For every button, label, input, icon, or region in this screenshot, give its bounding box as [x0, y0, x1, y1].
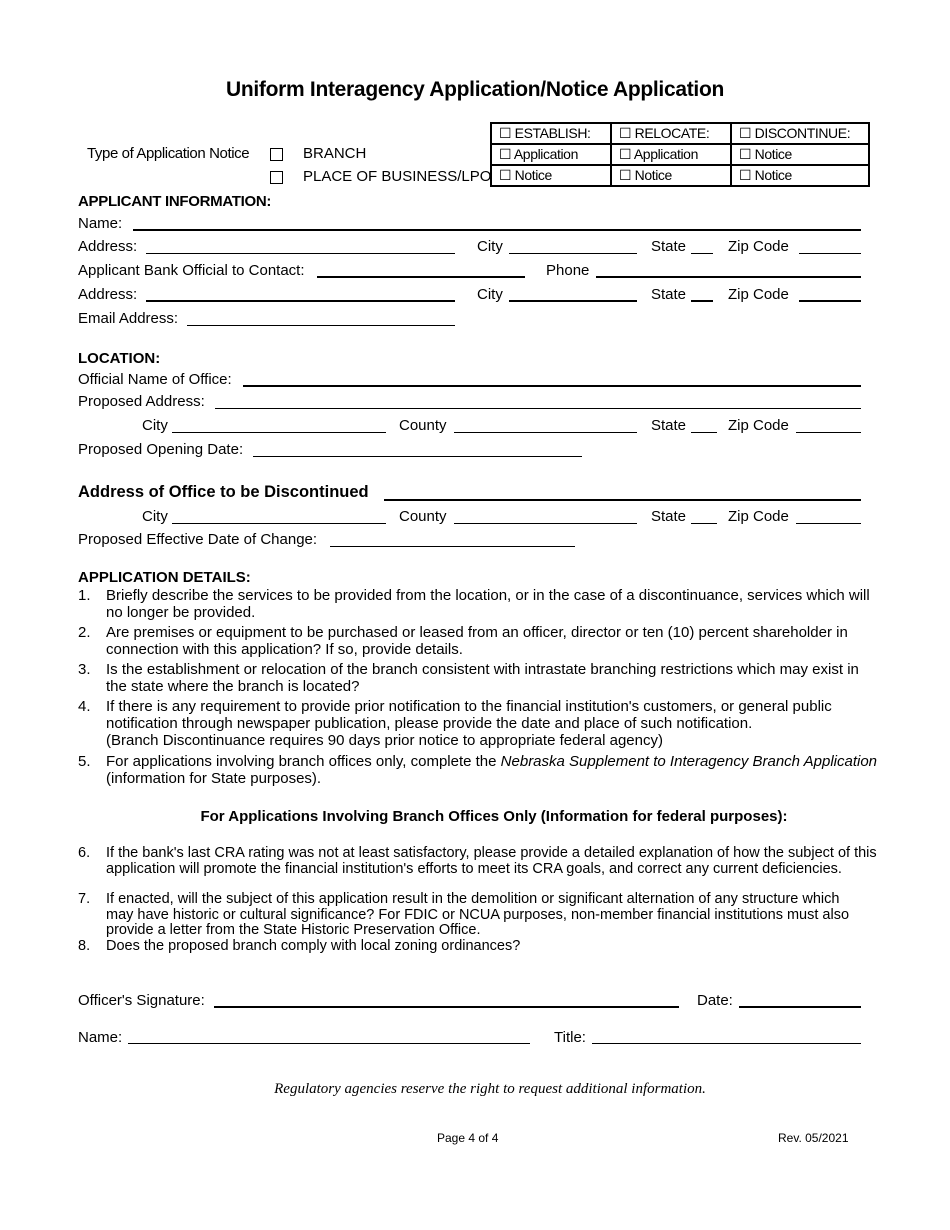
detail-item-2-text: Are premises or equipment to be purchased or leased from an officer, director or ten (10) percent shareholder in connection with this application? If so, provide details.: [106, 624, 848, 658]
applicant-zip-field[interactable]: [799, 253, 861, 254]
official-city-field[interactable]: [509, 300, 637, 302]
federal-item-8-text: Does the proposed branch comply with local zoning ordinances?: [106, 938, 521, 954]
applicant-city-label: City: [477, 238, 503, 255]
detail-item-5-text-end: (information for State purposes).: [106, 770, 322, 787]
effective-date-field[interactable]: [330, 546, 575, 547]
place-of-business-checkbox[interactable]: [270, 171, 283, 184]
federal-item-6-text: If the bank's last CRA rating was not at least satisfactory, please provide a detailed explanation of how the subject of this application will promote the financial institution's efforts to meet its CRA goals, and correct any current deficiencies.: [106, 845, 877, 877]
detail-item-1-text: Briefly describe the services to be provided from the location, or in the case of a discontinuance, services which will no longer be provided.: [106, 587, 870, 621]
applicant-state-field[interactable]: [691, 253, 713, 254]
proposed-address-field[interactable]: [215, 408, 861, 409]
discontinued-office-address-field[interactable]: [384, 499, 861, 501]
location-heading: LOCATION:: [78, 350, 161, 367]
official-office-name-field[interactable]: [243, 385, 861, 387]
email-field[interactable]: [187, 325, 455, 326]
discontinued-county-label: County: [399, 508, 447, 525]
federal-item-6-number: 6.: [78, 845, 91, 861]
revision-date: Rev. 05/2021: [778, 1131, 849, 1145]
place-of-business-option-label: PLACE OF BUSINESS/LPO: [303, 168, 492, 185]
detail-item-5: [78, 753, 878, 787]
establish-notice-option[interactable]: ☐ Notice: [491, 165, 611, 186]
federal-item-7: [78, 892, 878, 938]
signer-name-field[interactable]: [128, 1043, 530, 1044]
phone-label: Phone: [546, 262, 590, 279]
location-county-field[interactable]: [454, 432, 637, 433]
official-office-name-label: Official Name of Office:: [78, 371, 232, 388]
discontinued-office-heading: Address of Office to be Discontinued: [78, 483, 369, 501]
effective-date-label: Proposed Effective Date of Change:: [78, 531, 318, 548]
branch-checkbox[interactable]: [270, 148, 283, 161]
discontinued-county-field[interactable]: [454, 523, 637, 524]
officer-signature-label: Officer's Signature:: [78, 992, 205, 1009]
email-label: Email Address:: [78, 310, 179, 327]
discontinued-zip-label: Zip Code: [728, 508, 789, 525]
location-zip-field[interactable]: [796, 432, 861, 433]
federal-item-8-number: 8.: [78, 938, 91, 954]
detail-item-4-number: 4.: [78, 698, 91, 715]
federal-item-7-text: If enacted, will the subject of this application result in the demolition or significant alternation of any structure which may have historic or cultural significance? For FDIC or NCUA purposes, non-member financial institutions must also provide a letter from the State Historic Preservation Office.: [106, 891, 850, 938]
location-zip-label: Zip Code: [728, 417, 789, 434]
phone-field[interactable]: [596, 276, 861, 278]
applicant-address-label: Address:: [78, 238, 138, 255]
federal-purposes-heading: For Applications Involving Branch Offices Only (Information for federal purposes):: [200, 808, 788, 825]
detail-item-1-number: 1.: [78, 587, 91, 604]
applicant-city-field[interactable]: [509, 253, 637, 254]
discontinued-city-label: City: [142, 508, 168, 525]
detail-item-2-number: 2.: [78, 624, 91, 641]
detail-item-3-number: 3.: [78, 661, 91, 678]
application-action-table: [490, 122, 870, 187]
applicant-name-label: Name:: [78, 215, 123, 232]
location-state-field[interactable]: [691, 432, 717, 433]
official-zip-field[interactable]: [799, 300, 861, 302]
detail-item-1: [78, 587, 878, 621]
official-state-field[interactable]: [691, 300, 713, 302]
signer-title-field[interactable]: [592, 1043, 861, 1044]
application-details-heading: APPLICATION DETAILS:: [78, 569, 251, 586]
official-address-field[interactable]: [146, 300, 455, 302]
branch-option-label: BRANCH: [303, 145, 367, 162]
applicant-name-field[interactable]: [133, 229, 861, 231]
discontinue-notice-option[interactable]: ☐ Notice: [731, 144, 869, 165]
relocate-header[interactable]: ☐ RELOCATE:: [611, 123, 731, 144]
detail-item-4-text: If there is any requirement to provide prior notification to the financial institution's customers, or general public notification through newspaper publication, please provide the date and place of such notification.: [106, 698, 832, 732]
officer-signature-field[interactable]: [214, 1006, 679, 1008]
opening-date-field[interactable]: [253, 456, 582, 457]
relocate-notice-option[interactable]: ☐ Notice: [611, 165, 731, 186]
relocate-application-option[interactable]: ☐ Application: [611, 144, 731, 165]
page-title: Uniform Interagency Application/Notice Application: [226, 78, 724, 101]
detail-item-4: [78, 698, 878, 750]
discontinued-city-field[interactable]: [172, 523, 386, 524]
signer-title-label: Title:: [554, 1029, 586, 1046]
discontinue-header[interactable]: ☐ DISCONTINUE:: [731, 123, 869, 144]
discontinued-state-field[interactable]: [691, 523, 717, 524]
location-state-label: State: [651, 417, 687, 434]
federal-item-7-number: 7.: [78, 891, 91, 907]
official-state-label: State: [651, 286, 687, 303]
location-city-label: City: [142, 417, 168, 434]
detail-item-3: [78, 661, 878, 695]
proposed-address-label: Proposed Address:: [78, 393, 205, 410]
official-address-label: Address:: [78, 286, 138, 303]
signature-date-label: Date:: [697, 992, 733, 1009]
applicant-address-field[interactable]: [146, 253, 455, 254]
location-city-field[interactable]: [172, 432, 386, 433]
location-county-label: County: [399, 417, 447, 434]
applicant-info-heading: APPLICANT INFORMATION:: [78, 193, 272, 210]
discontinue-notice-option-2[interactable]: ☐ Notice: [731, 165, 869, 186]
detail-item-5-text: For applications involving branch offices only, complete the: [106, 753, 501, 770]
official-zip-label: Zip Code: [728, 286, 789, 303]
establish-application-option[interactable]: ☐ Application: [491, 144, 611, 165]
applicant-zip-label: Zip Code: [728, 238, 789, 255]
discontinued-zip-field[interactable]: [796, 523, 861, 524]
bank-official-label: Applicant Bank Official to Contact:: [78, 262, 305, 279]
official-city-label: City: [477, 286, 503, 303]
detail-item-4-note: (Branch Discontinuance requires 90 days prior notice to appropriate federal agency): [106, 732, 663, 749]
page-number: Page 4 of 4: [437, 1131, 499, 1145]
discontinued-state-label: State: [651, 508, 687, 525]
type-of-application-label: Type of Application Notice: [87, 145, 250, 162]
detail-item-2: [78, 624, 878, 658]
signer-name-label: Name:: [78, 1029, 123, 1046]
establish-header[interactable]: ☐ ESTABLISH:: [491, 123, 611, 144]
applicant-state-label: State: [651, 238, 687, 255]
signature-date-field[interactable]: [739, 1006, 861, 1008]
opening-date-label: Proposed Opening Date:: [78, 441, 244, 458]
nebraska-supplement-title: Nebraska Supplement to Interagency Branch Application: [500, 753, 878, 770]
detail-item-5-number: 5.: [78, 753, 91, 770]
bank-official-field[interactable]: [317, 276, 525, 278]
federal-item-6: [78, 846, 878, 892]
federal-item-8: [78, 939, 878, 955]
footer-note: Regulatory agencies reserve the right to request additional information.: [274, 1081, 706, 1097]
detail-item-3-text: Is the establishment or relocation of the branch consistent with intrastate branching restrictions which may exist in the state where the branch is located?: [106, 661, 859, 695]
